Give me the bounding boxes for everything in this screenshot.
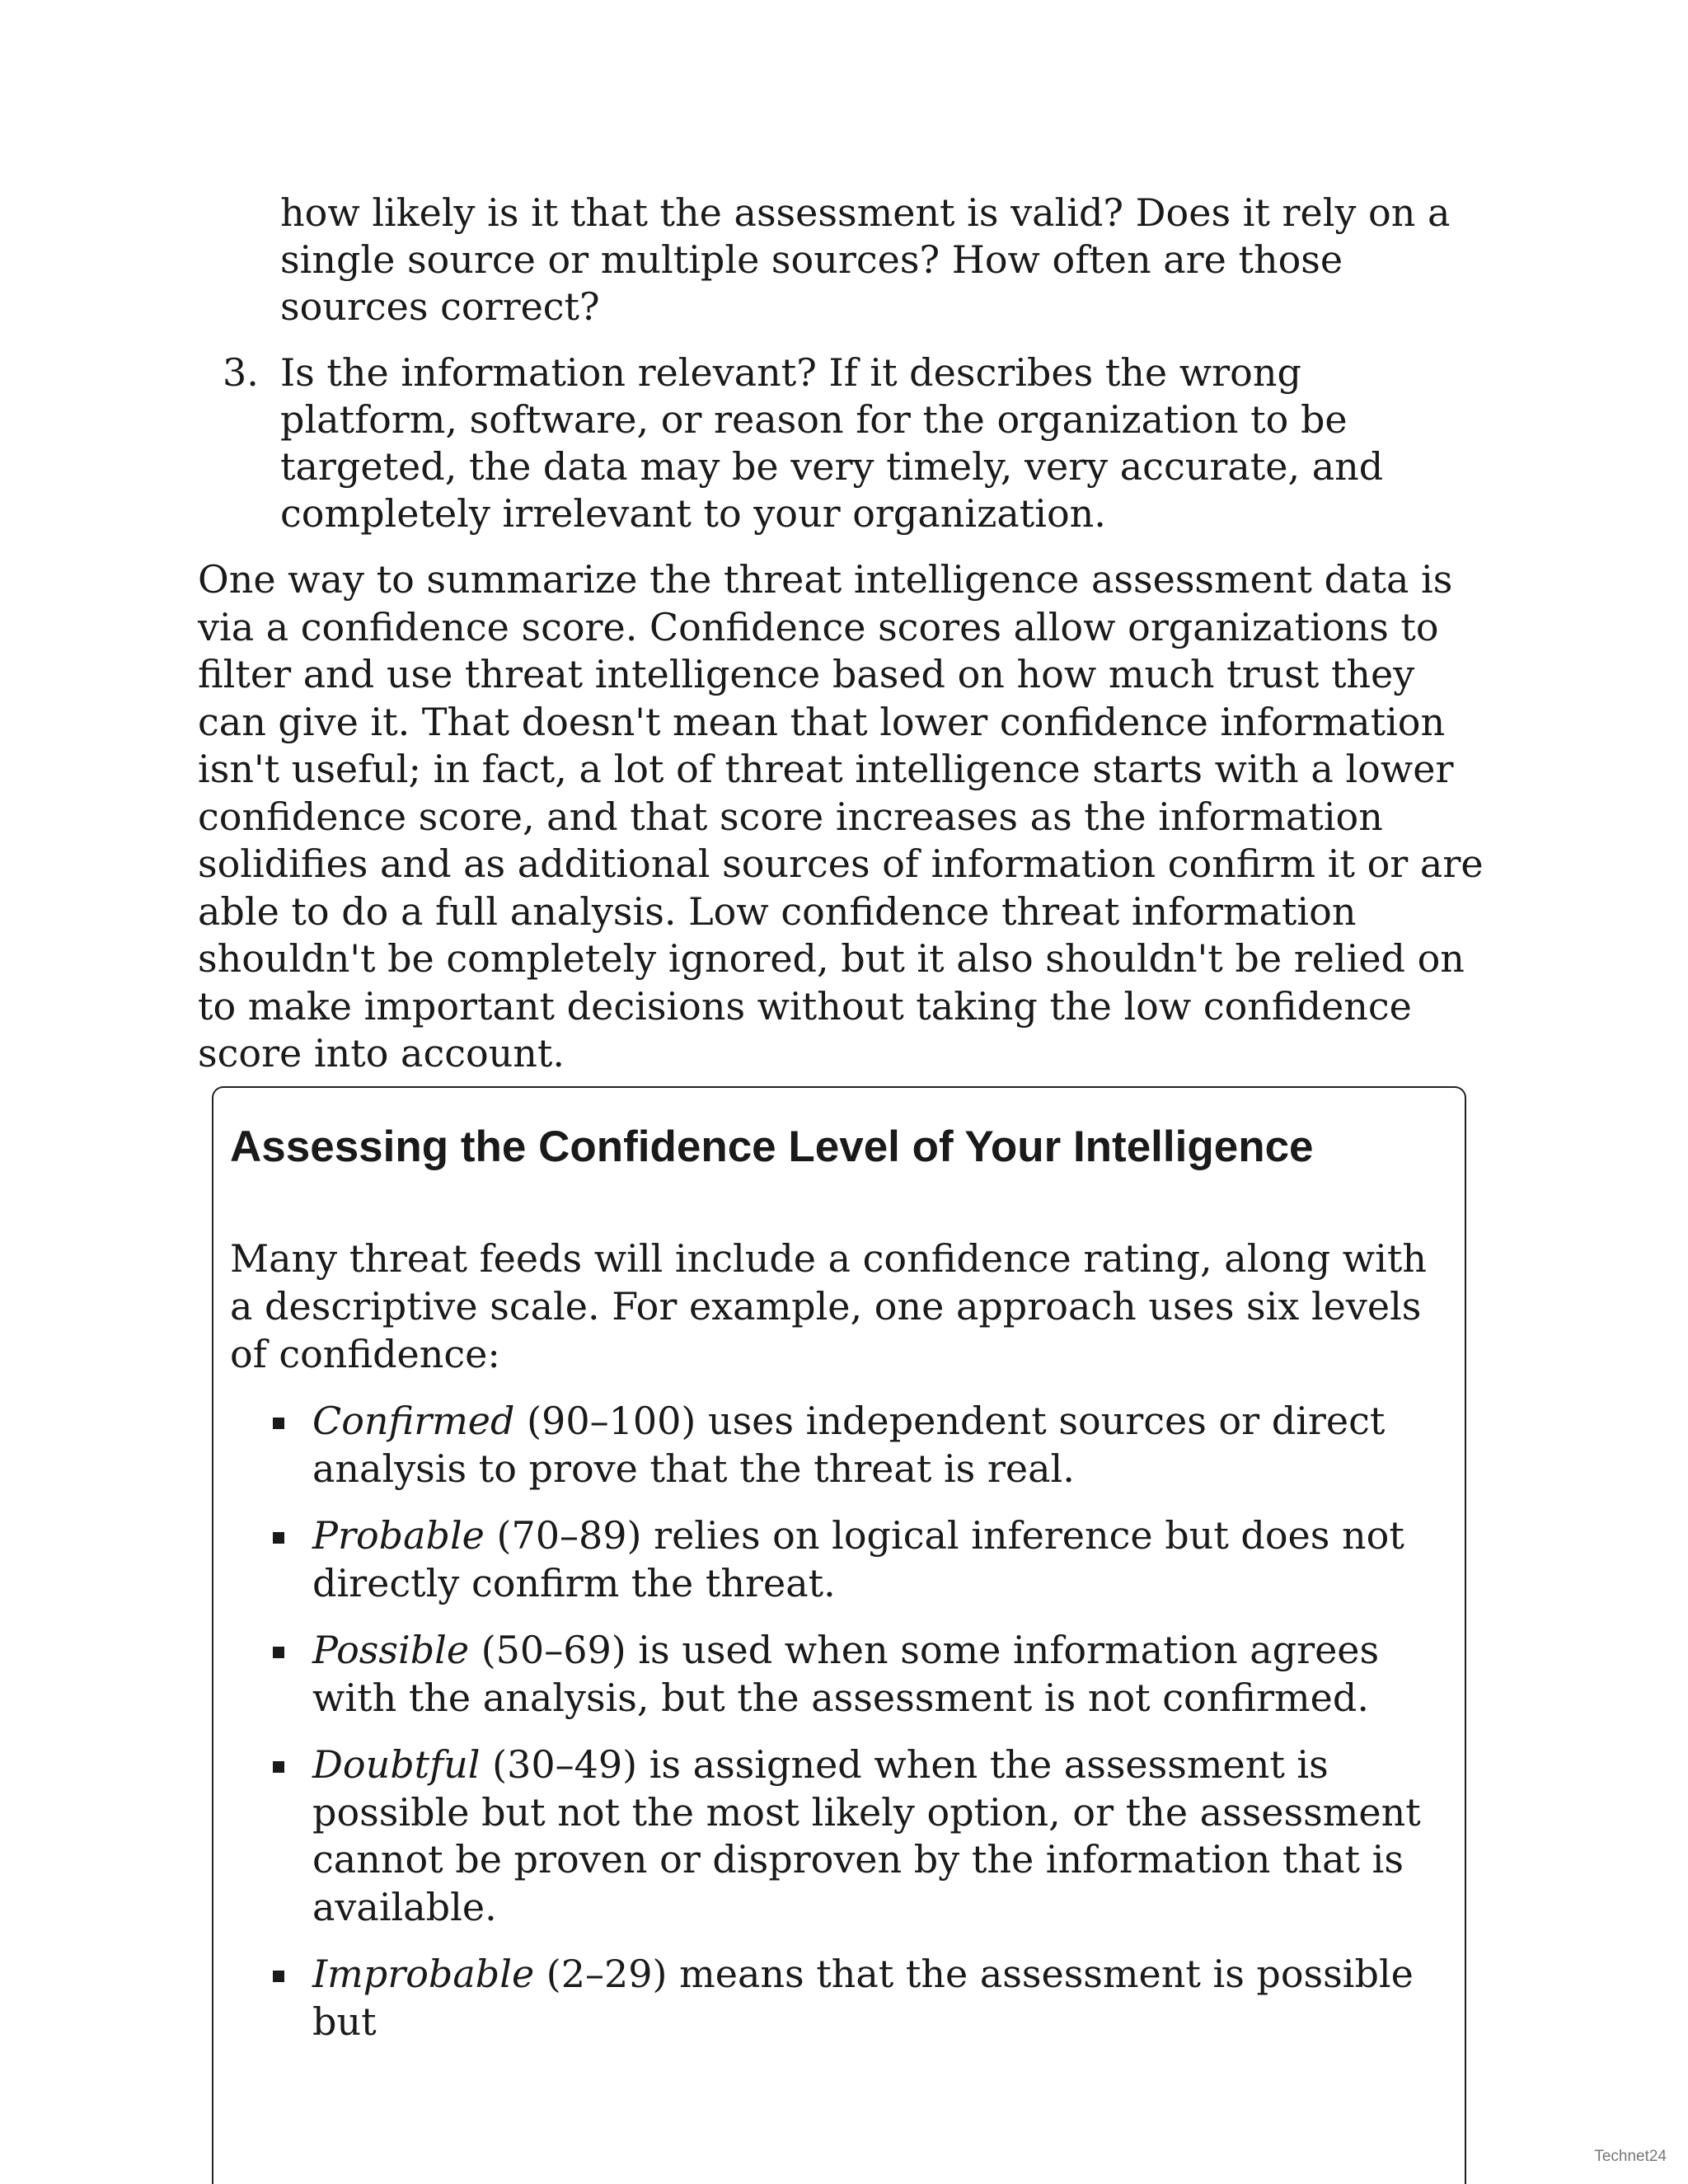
sidebar-title: Assessing the Confidence Level of Your Intelligence bbox=[230, 1122, 1314, 1171]
list-item bbox=[312, 1627, 1448, 1722]
level-term: Doubtful bbox=[312, 1742, 481, 1787]
list-item bbox=[312, 1512, 1448, 1607]
bullet-square-icon bbox=[273, 1761, 284, 1773]
sidebar-intro: Many threat feeds will include a confidence rating, along with a descriptive scale. For example, one approach uses six levels of confidence: bbox=[230, 1236, 1427, 1376]
bullet-square-icon bbox=[273, 1971, 284, 1982]
level-term: Probable bbox=[312, 1513, 485, 1558]
level-description: (90–100) uses independent sources or direct analysis to prove that the threat is real. bbox=[312, 1399, 1386, 1491]
level-term: Possible bbox=[312, 1628, 470, 1672]
sidebar-box bbox=[212, 1086, 1466, 2184]
level-description: (70–89) relies on logical inference but does not directly confirm the threat. bbox=[312, 1513, 1404, 1605]
level-term: Confirmed bbox=[312, 1399, 515, 1443]
list-item bbox=[312, 1741, 1448, 1931]
list-item bbox=[312, 1951, 1448, 2046]
list-continuation-text: how likely is it that the assessment is valid? Does it rely on a single source or multiple sources? How often are those sources correct? bbox=[280, 190, 1451, 329]
level-description: (2–29) means that the assessment is possible but bbox=[312, 1952, 1414, 2044]
bullet-square-icon bbox=[273, 1418, 284, 1429]
numbered-list-item-3 bbox=[223, 349, 1484, 537]
confidence-level-list bbox=[230, 1398, 1448, 2046]
body-paragraph: One way to summarize the threat intelligence assessment data is via a confidence score. Confidence scores allow organizations to filter and use threat intelligence based on how much trust they can give it. That doesn't mean that lower confidence information isn't useful; in fact, a lot of threat intelligence starts with a lower confidence score, and that score increases as the information solidifies and as additional sources of information confirm it or are able to do a full analysis. Low confidence threat information shouldn't be completely ignored, but it also shouldn't be relied on to make important decisions without taking the low confidence score into account. bbox=[198, 557, 1484, 1076]
list-item bbox=[312, 1398, 1448, 1493]
watermark: Technet24 bbox=[1594, 2148, 1667, 2165]
bullet-square-icon bbox=[273, 1532, 284, 1544]
level-description: (30–49) is assigned when the assessment is possible but not the most likely option, or the assessment cannot be proven or disproven by the information that is available. bbox=[312, 1742, 1421, 1929]
page-body bbox=[198, 190, 1484, 1078]
list-number: 3. bbox=[223, 350, 259, 395]
list-item-text: Is the information relevant? If it describes the wrong platform, software, or reason for the organization to be targeted, the data may be very timely, very accurate, and completely irrelevant to your organization. bbox=[280, 350, 1384, 536]
bullet-square-icon bbox=[273, 1647, 284, 1658]
level-description: (50–69) is used when some information agrees with the analysis, but the assessment is not confirmed. bbox=[312, 1628, 1380, 1720]
level-term: Improbable bbox=[312, 1952, 535, 1996]
